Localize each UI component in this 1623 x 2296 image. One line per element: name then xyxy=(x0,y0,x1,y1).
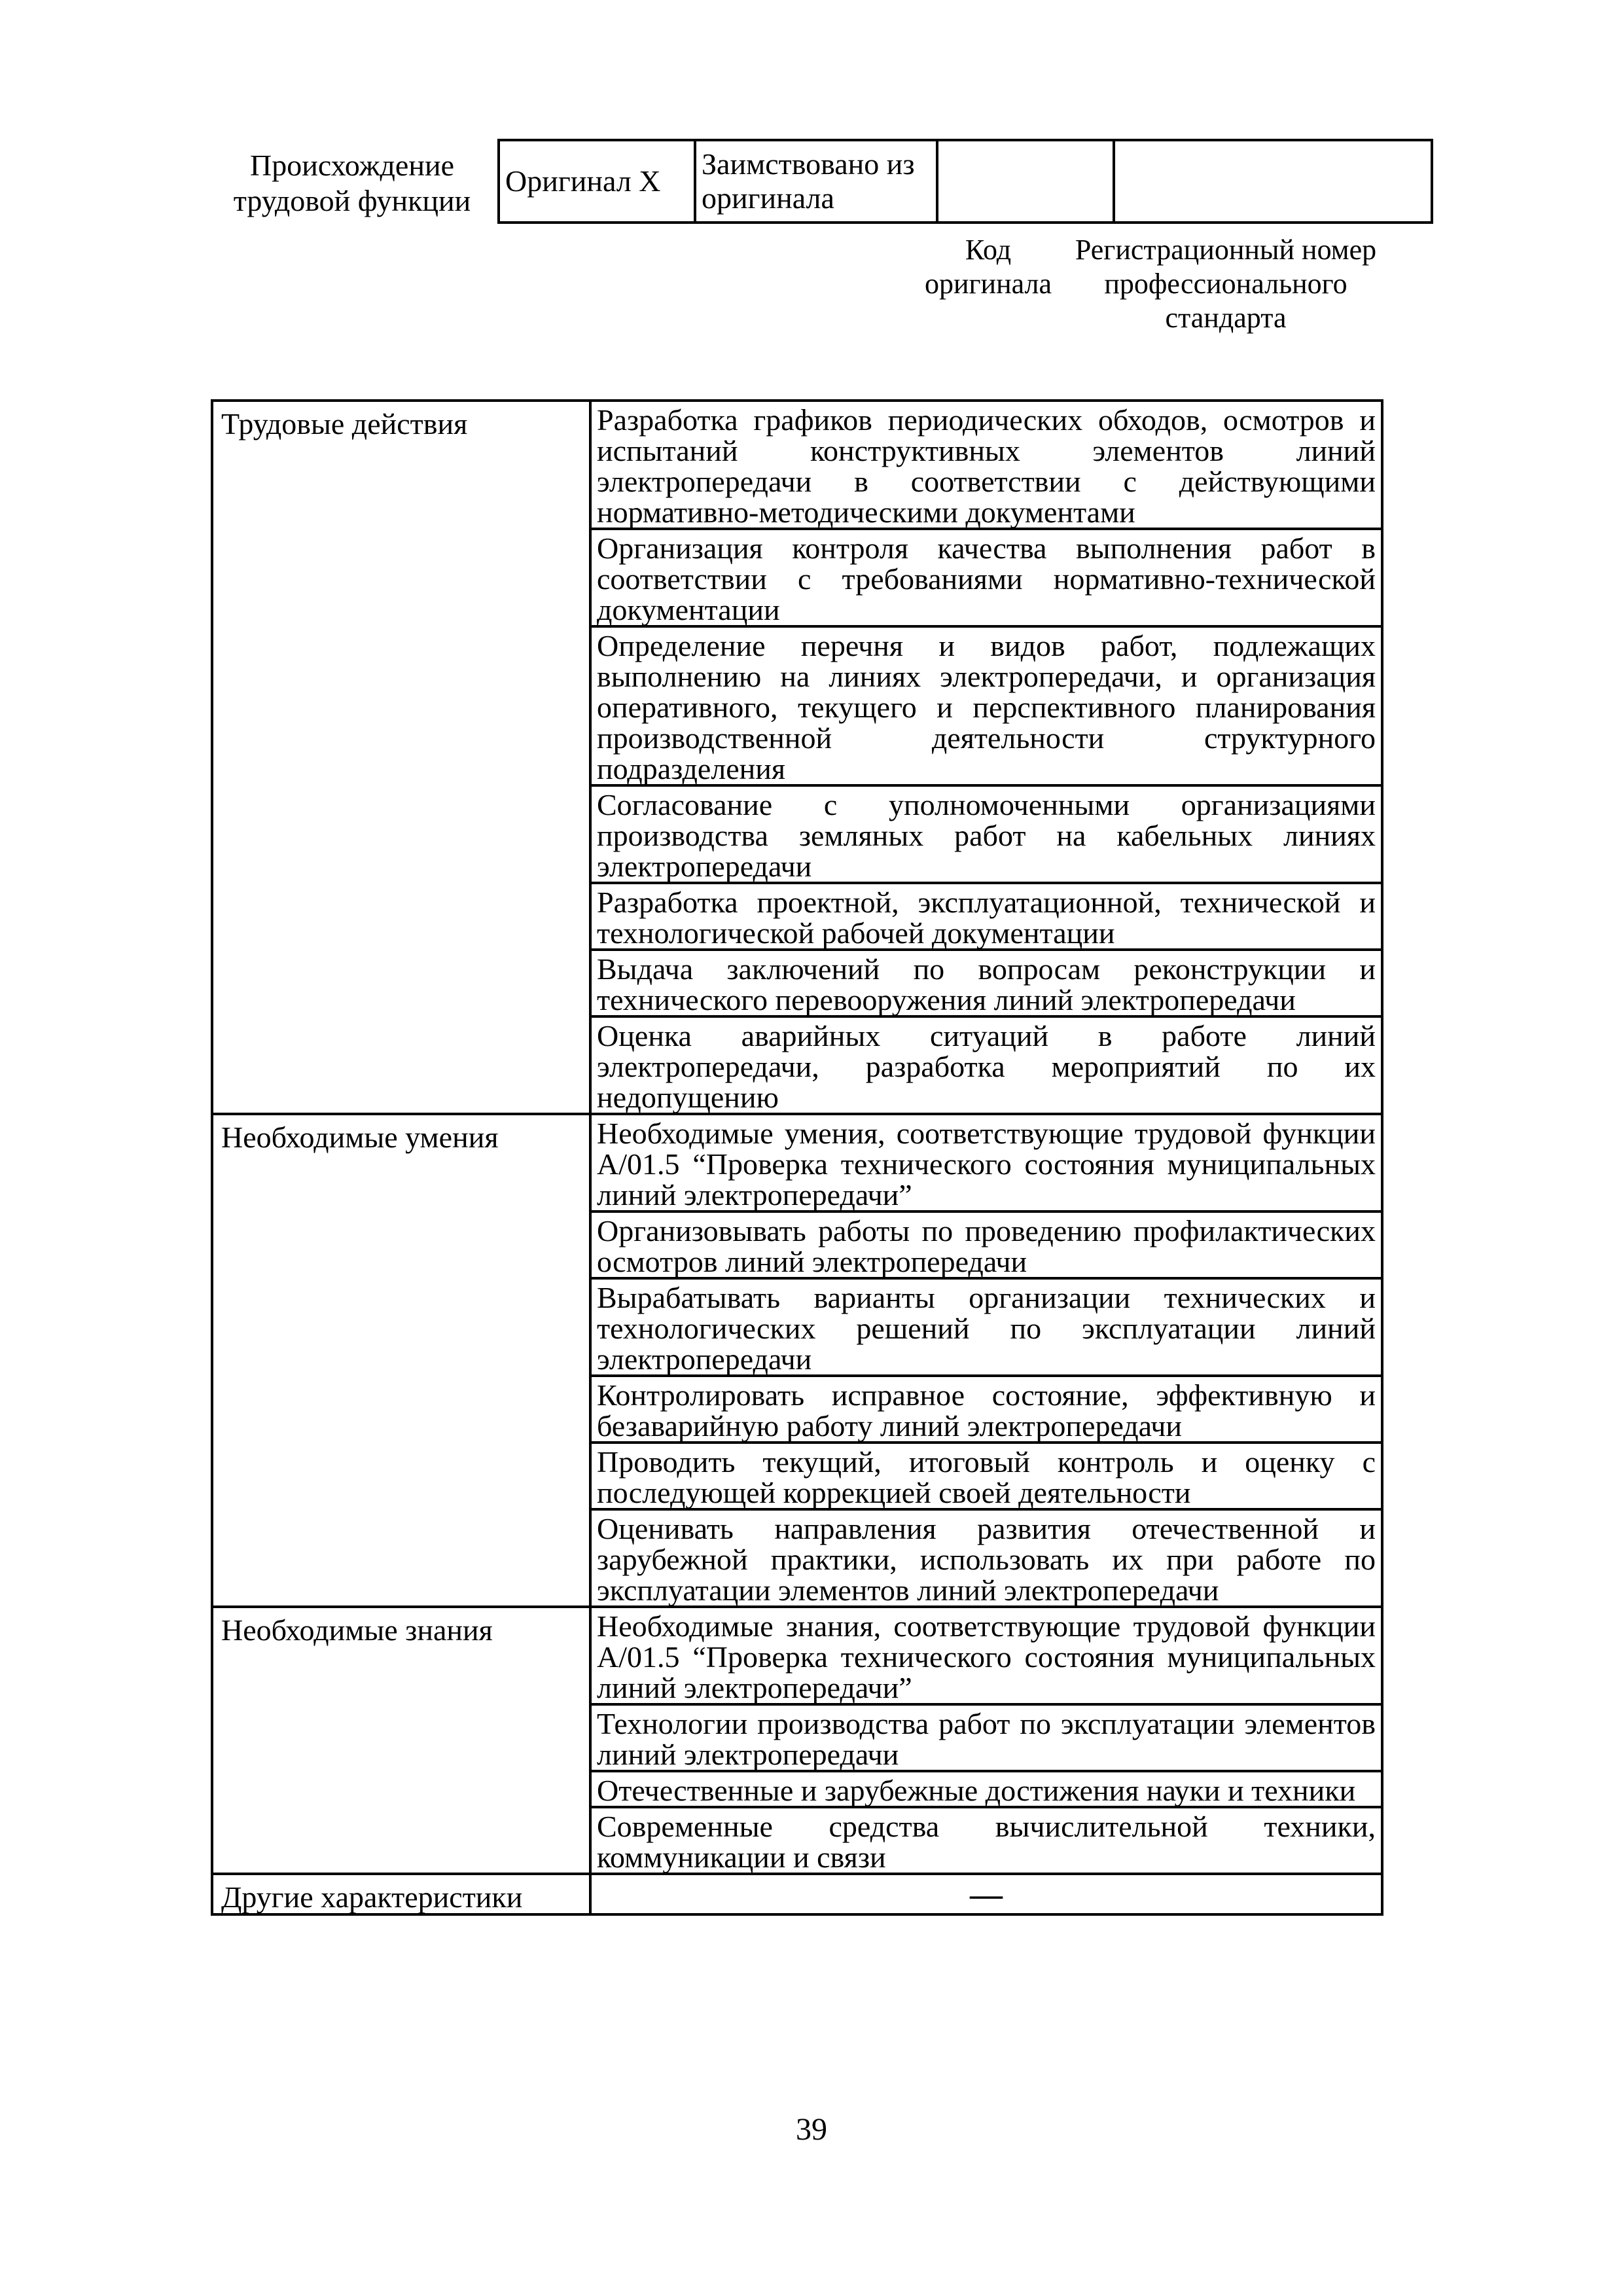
table-cell: Современные средства вычислительной техники, коммуникации и связи xyxy=(590,1807,1382,1874)
borrowed-cell: Заимствовано из оригинала xyxy=(695,140,937,223)
table-cell: Необходимые знания, соответствующие трудовой функции A/01.5 “Проверка технического состояния муниципальных линий электропередачи” xyxy=(590,1607,1382,1704)
origin-label: Происхождение трудовой функции xyxy=(233,149,471,217)
table-row xyxy=(212,1874,1382,1914)
table-cell: Организация контроля качества выполнения работ в соответствии с требованиями нормативно-технической документации xyxy=(590,529,1382,626)
table-cell: Разработка графиков периодических обходов, осмотров и испытаний конструктивных элементов линий электропередачи в соответствии с действующими нормативно-методическими документами xyxy=(590,401,1382,529)
table-cell: Оценка аварийных ситуаций в работе линий электропередачи, разработка мероприятий по их недопущению xyxy=(590,1016,1382,1114)
section-label-actions: Трудовые действия xyxy=(212,401,590,1114)
section-label-other: Другие характеристики xyxy=(212,1874,590,1914)
table-cell: Определение перечня и видов работ, подлежащих выполнению на линиях электропередачи, и организация оперативного, текущего и перспективного планирования производственной деятельности структурного подразделения xyxy=(590,626,1382,785)
origin-table xyxy=(497,139,1433,224)
table-row xyxy=(212,1114,1382,1211)
table-cell: Проводить текущий, итоговый контроль и оценку с последующей коррекцией своей деятельности xyxy=(590,1443,1382,1509)
registration-number-cell xyxy=(1114,140,1432,223)
table-cell: Организовывать работы по проведению профилактических осмотров линий электропередачи xyxy=(590,1211,1382,1278)
section-label-knowledge: Необходимые знания xyxy=(212,1607,590,1874)
registration-number-caption: Регистрационный номер профессионального стандарта xyxy=(1075,234,1377,334)
table-cell: Необходимые умения, соответствующие трудовой функции A/01.5 “Проверка технического состояния муниципальных линий электропередачи” xyxy=(590,1114,1382,1211)
table-row xyxy=(212,401,1382,529)
original-code-caption: Код оригинала xyxy=(924,234,1052,300)
table-cell: Вырабатывать варианты организации технических и технологических решений по эксплуатации линий электропередачи xyxy=(590,1278,1382,1376)
table-cell: Выдача заключений по вопросам реконструкции и технического перевооружения линий электропередачи xyxy=(590,950,1382,1016)
page-number: 39 xyxy=(796,2112,827,2147)
table-cell: Отечественные и зарубежные достижения науки и техники xyxy=(590,1771,1382,1807)
labour-function-table xyxy=(211,399,1383,1916)
table-cell: Разработка проектной, эксплуатационной, технической и технологической рабочей документации xyxy=(590,883,1382,950)
table-cell: Оценивать направления развития отечественной и зарубежной практики, использовать их при работе по эксплуатации элементов линий электропередачи xyxy=(590,1509,1382,1607)
table-cell: Технологии производства работ по эксплуатации элементов линий электропередачи xyxy=(590,1704,1382,1771)
original-cell: Оригинал X xyxy=(499,140,695,223)
table-cell: Контролировать исправное состояние, эффективную и безаварийную работу линий электропередачи xyxy=(590,1376,1382,1443)
other-value: — xyxy=(590,1874,1382,1914)
table-cell: Согласование с уполномоченными организациями производства земляных работ на кабельных линиях электропередачи xyxy=(590,785,1382,883)
original-code-cell xyxy=(937,140,1114,223)
section-label-skills: Необходимые умения xyxy=(212,1114,590,1607)
table-row xyxy=(212,1607,1382,1704)
